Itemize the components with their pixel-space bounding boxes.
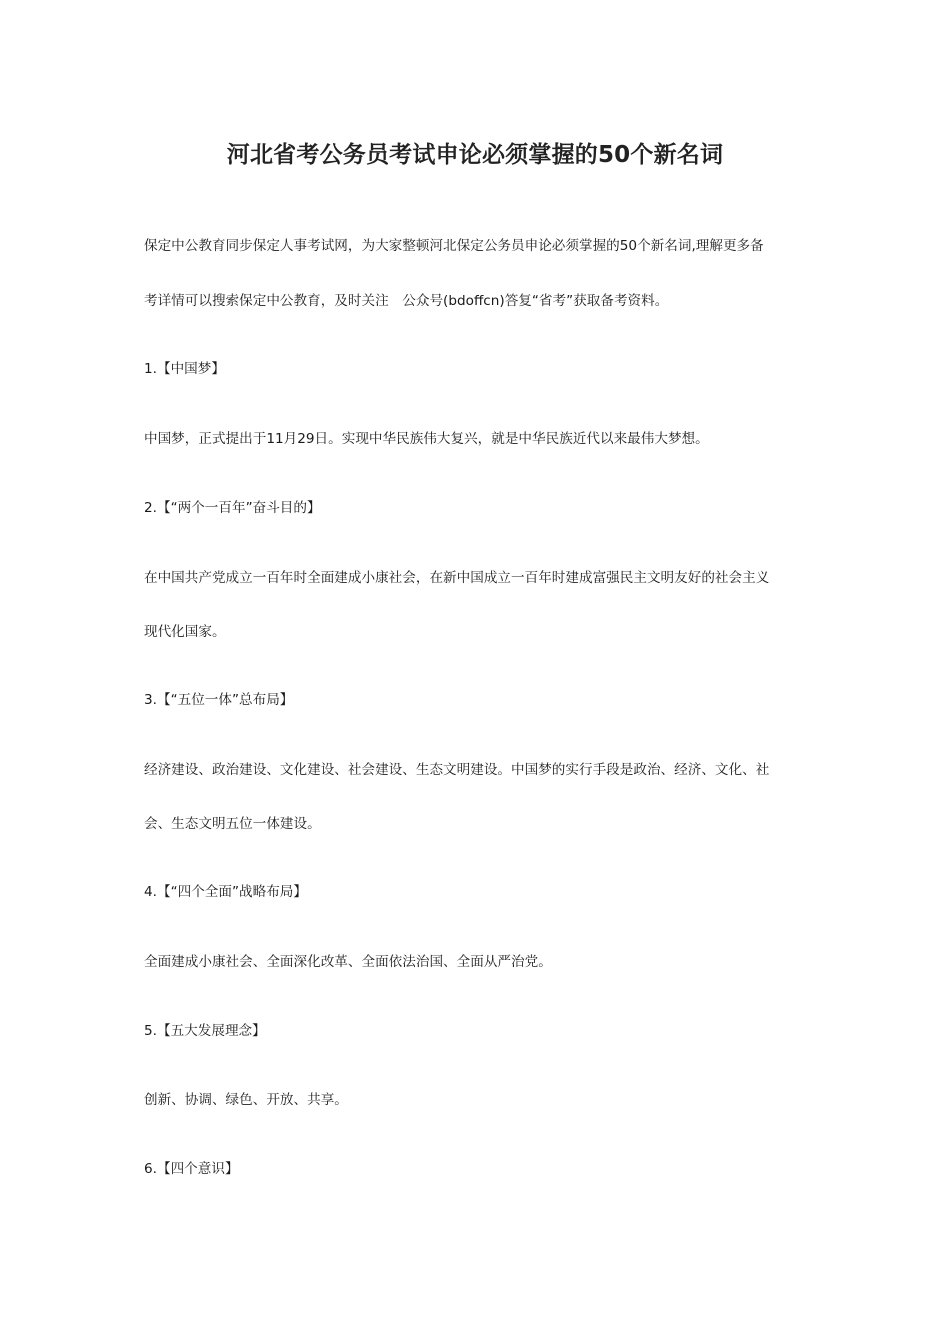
item-6-heading: 6.【四个意识】 [144, 1161, 239, 1177]
item-5-body-line-1: 创新、协调、绿色、开放、共享。 [144, 1092, 348, 1108]
intro-line-1: 保定中公教育同步保定人事考试网，为大家整顿河北保定公务员申论必须掌握的50个新名词,理解更多备 [144, 238, 764, 254]
item-4-heading: 4.【“四个全面”战略布局】 [144, 884, 307, 900]
item-3-body-line-2: 会、生态文明五位一体建设。 [144, 816, 321, 832]
document-title: 河北省考公务员考试申论必须掌握的50个新名词 [226, 142, 724, 168]
intro-line-2: 考详情可以搜索保定中公教育，及时关注 公众号(bdoffcn)答复“省考”获取备考资料。 [144, 293, 669, 309]
item-4-body-line-1: 全面建成小康社会、全面深化改革、全面依法治国、全面从严治党。 [144, 954, 552, 970]
item-5-heading: 5.【五大发展理念】 [144, 1023, 266, 1039]
item-3-heading: 3.【“五位一体”总布局】 [144, 692, 294, 708]
item-2-body-line-1: 在中国共产党成立一百年时全面建成小康社会，在新中国成立一百年时建成富强民主文明友好的社会主义 [144, 570, 770, 586]
item-2-body-line-2: 现代化国家。 [144, 624, 226, 640]
item-1-heading: 1.【中国梦】 [144, 361, 225, 377]
item-1-body-line-1: 中国梦，正式提出于11月29日。实现中华民族伟大复兴，就是中华民族近代以来最伟大梦想。 [144, 431, 709, 447]
item-3-body-line-1: 经济建设、政治建设、文化建设、社会建设、生态文明建设。中国梦的实行手段是政治、经济、文化、社 [144, 762, 770, 778]
item-2-heading: 2.【“两个一百年”奋斗目的】 [144, 500, 321, 516]
